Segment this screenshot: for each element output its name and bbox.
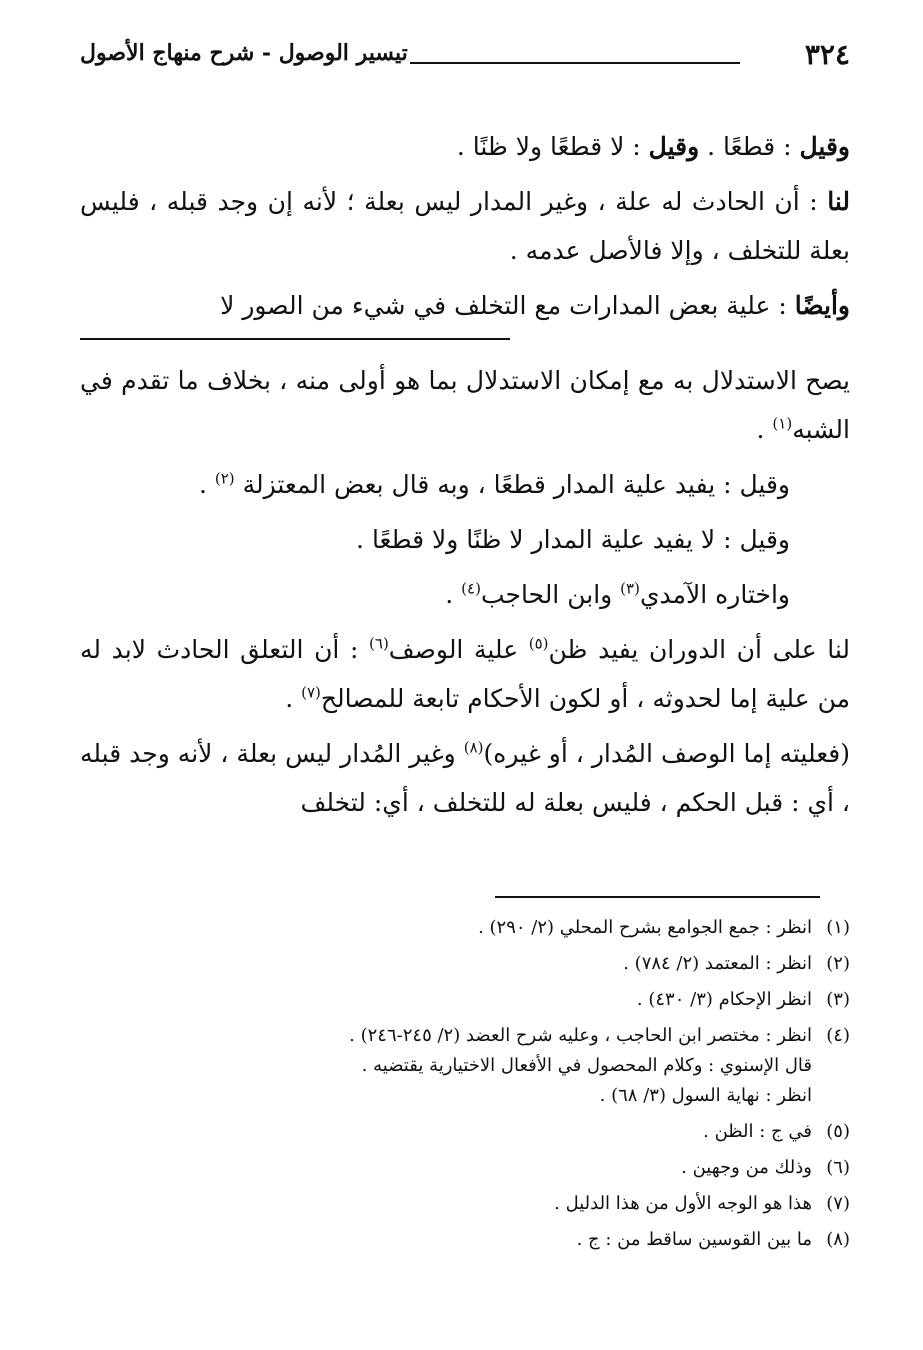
text-run: وابن الحاجب	[480, 580, 621, 609]
page	[80, 30, 851, 1250]
footnote-number: (٧)	[826, 1193, 850, 1214]
footnote-ref[interactable]: (٤)	[461, 579, 481, 598]
main-text	[80, 122, 850, 827]
footnote-number: (٤)	[826, 1025, 850, 1046]
text-run: واختاره الآمدي	[639, 580, 790, 609]
footnote-ref[interactable]: (٦)	[369, 634, 389, 653]
bold-term: وقيل	[648, 132, 700, 161]
text-run: علية الوصف	[388, 635, 529, 664]
footnote-number: (٥)	[826, 1121, 850, 1142]
footnote-text: هذا هو الوجه الأول من هذا الدليل .	[554, 1193, 812, 1214]
paragraph-5	[80, 460, 850, 509]
footnote-number: (٣)	[826, 989, 850, 1010]
footnotes	[80, 916, 850, 1264]
paragraph-9	[80, 729, 850, 827]
footnote-number: (٢)	[826, 953, 850, 974]
footnote-2	[80, 952, 850, 976]
paragraph-3	[80, 281, 850, 330]
page-number: ٣٢٤	[804, 38, 850, 71]
text-run: : أن التعلق الحادث لابد له من علية إما لحدوثه ، أو لكون الأحكام تابعة للمصالح	[80, 635, 850, 713]
page-header	[80, 30, 850, 76]
footnote-text: انظر الإحكام (٣/ ٤٣٠) .	[636, 989, 812, 1010]
footnote-ref[interactable]: (٥)	[528, 634, 549, 653]
footnote-divider	[495, 896, 820, 898]
footnote-4-continuation	[80, 1054, 850, 1078]
text-run: : لا قطعًا ولا ظنًا .	[456, 132, 649, 161]
footnote-text: قال الإسنوي : وكلام المحصول في الأفعال الاختيارية يقتضيه .	[361, 1055, 812, 1076]
footnote-ref[interactable]: (١)	[772, 414, 793, 433]
paragraph-1	[80, 122, 850, 171]
paragraph-6	[80, 515, 850, 564]
bold-term: وقيل	[799, 132, 850, 161]
header-rule	[410, 62, 740, 64]
footnote-text: وذلك من وجهين .	[681, 1157, 812, 1178]
footnote-3	[80, 988, 850, 1012]
footnote-ref[interactable]: (٨)	[463, 738, 484, 757]
footnote-text: انظر : مختصر ابن الحاجب ، وعليه شرح العضد (٢/ ٢٤٥-٢٤٦) .	[349, 1025, 812, 1046]
text-run: .	[198, 470, 215, 499]
paragraph-4	[80, 356, 850, 454]
text-run: .	[445, 580, 462, 609]
text-run: وغير المُدار ليس بعلة ، لأنه وجد قبله ، أي : قبل الحكم ، فليس بعلة له للتخلف ، أي: لتخلف	[80, 739, 850, 817]
paragraph-2	[80, 177, 850, 275]
text-run: .	[285, 684, 302, 713]
footnote-text: في ج : الظن .	[703, 1121, 812, 1142]
bold-term: وأيضًا	[794, 291, 850, 320]
footnote-7	[80, 1192, 850, 1216]
footnote-ref[interactable]: (٢)	[214, 469, 235, 488]
footnote-text: انظر : المعتمد (٢/ ٧٨٤) .	[623, 953, 812, 974]
footnote-8	[80, 1228, 850, 1252]
running-title: تيسير الوصول - شرح منهاج الأصول	[80, 40, 408, 66]
paragraph-8	[80, 625, 850, 723]
footnote-4	[80, 1024, 850, 1048]
paragraph-7	[80, 570, 850, 619]
footnote-1	[80, 916, 850, 940]
text-run: يصح الاستدلال به مع إمكان الاستدلال بما هو أولى منه ، بخلاف ما تقدم في الشبه	[80, 366, 850, 444]
footnote-4-continuation	[80, 1084, 850, 1108]
text-run: : علية بعض المدارات مع التخلف في شيء من الصور لا	[220, 291, 795, 320]
footnote-text: انظر : نهاية السول (٣/ ٦٨) .	[599, 1085, 812, 1106]
footnote-ref[interactable]: (٣)	[620, 579, 640, 598]
text-run: : أن الحادث له علة ، وغير المدار ليس بعلة ؛ لأنه إن وجد قبله ، فليس بعلة للتخلف ، وإلا فالأصل عدمه .	[80, 187, 850, 265]
text-run: (فعليته إما الوصف المُدار ، أو غيره)	[483, 739, 850, 768]
bold-term: لنا	[827, 187, 850, 216]
footnote-number: (٨)	[826, 1229, 850, 1250]
footnote-ref[interactable]: (٧)	[301, 683, 321, 702]
section-divider	[80, 338, 510, 340]
footnote-number: (١)	[826, 917, 850, 938]
text-run: : قطعًا .	[699, 132, 800, 161]
footnote-text: انظر : جمع الجوامع بشرح المحلي (٢/ ٢٩٠) .	[478, 917, 812, 938]
text-run: لنا على أن الدوران يفيد ظن	[548, 635, 851, 664]
footnote-5	[80, 1120, 850, 1144]
text-run: .	[756, 415, 773, 444]
text-run: وقيل : يفيد علية المدار قطعًا ، وبه قال بعض المعتزلة	[242, 470, 790, 499]
text-run: وقيل : لا يفيد علية المدار لا ظنًا ولا قطعًا .	[356, 525, 790, 554]
footnote-text: ما بين القوسين ساقط من : ج .	[576, 1229, 812, 1250]
footnote-number: (٦)	[826, 1157, 850, 1178]
footnote-6	[80, 1156, 850, 1180]
